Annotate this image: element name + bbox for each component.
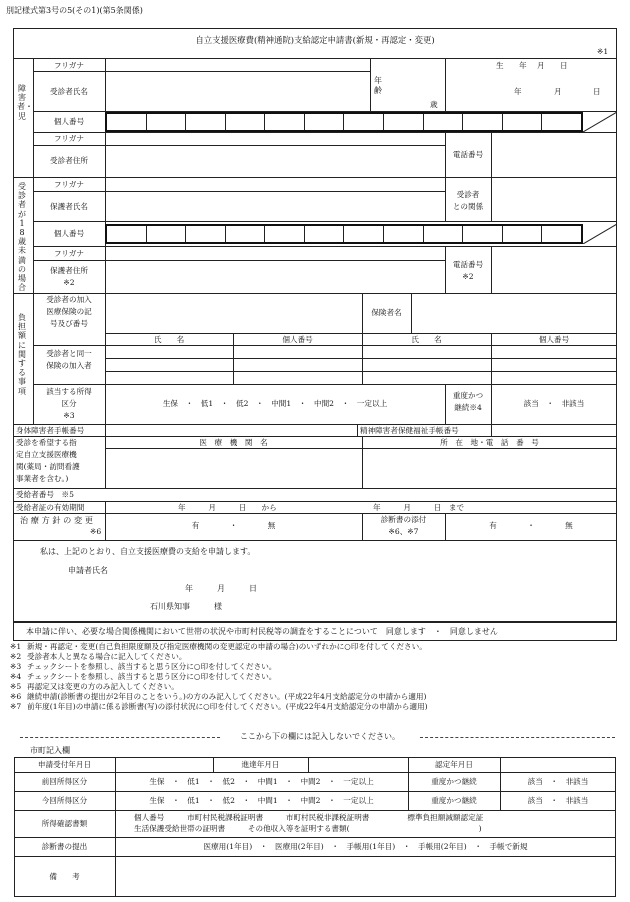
guardian-mynumber-label: 個人番号 bbox=[53, 229, 85, 238]
income-note: ※3 bbox=[63, 411, 75, 420]
form-number: 別記様式第3号の5(その1)(第5条関係) bbox=[6, 6, 143, 15]
same-insurance-label-1: 受診者と同一 bbox=[46, 349, 92, 358]
note-mark: ※4 bbox=[10, 672, 22, 681]
note-text: 前年度(1年目)の申請に係る診断書(写)の添付状況に○印を付してください。(平成22年4月支給認定分の申請から適用) bbox=[27, 702, 428, 711]
remarks-label: 備 考 bbox=[49, 872, 80, 881]
severe-options[interactable]: 該当 ・ 非該当 bbox=[523, 399, 585, 408]
guardian-relation-label-1: 受診者 bbox=[456, 190, 480, 199]
same-insurance-col-mynumber-2: 個人番号 bbox=[538, 335, 570, 344]
insurance-label-1: 受診者の加入 bbox=[46, 295, 92, 304]
patient-mynumber-label: 個人番号 bbox=[53, 117, 85, 126]
divider-text: ここから下の欄には記入しないでください。 bbox=[240, 732, 400, 741]
same-insurance-col-name: 氏 名 bbox=[153, 335, 185, 344]
curr-income-label: 今回所得区分 bbox=[41, 796, 88, 805]
progress-date-label: 進達年月日 bbox=[241, 760, 280, 769]
guardian-furigana2-label: フリガナ bbox=[54, 249, 84, 258]
note-mark: ※6 bbox=[10, 692, 22, 701]
institution-address-header: 所 在 地・電 話 番 号 bbox=[440, 438, 539, 447]
same-insurance-col-name-2: 氏 名 bbox=[411, 335, 442, 344]
declaration-text: 私は、上記のとおり、自立支援医療費の支給を申請します。 bbox=[40, 547, 256, 556]
note-text: チェックシートを参照し、該当すると思う区分に○印を付してください。 bbox=[27, 662, 277, 671]
guardian-section-label: 受診者が18歳未満の場合 bbox=[18, 182, 26, 293]
birth-day-unit: 日 bbox=[593, 87, 601, 96]
consent-statement[interactable]: 本申請に伴い、必要な場合関係機関において世帯の状況や市町村民税等の調査をすることについて 同意します ・ 同意しません bbox=[26, 627, 498, 636]
note-text: 継続申請(診断書の提出が2年目のことをいう。)の方のみ記入してください。(平成22年4月支給認定分の申請から適用) bbox=[27, 692, 427, 701]
note-mark: ※7 bbox=[10, 702, 22, 711]
same-insurance-label-2: 保険の加入者 bbox=[46, 361, 92, 370]
patient-furigana-label: フリガナ bbox=[54, 61, 84, 70]
guardian-address-label: 保護者住所 bbox=[50, 266, 88, 275]
birth-month-label: 月 bbox=[537, 61, 545, 70]
note-text: チェックシートを参照し、該当すると思う区分に○印を付してください。 bbox=[27, 672, 277, 681]
validity-label: 受給者証の有効期間 bbox=[16, 503, 85, 512]
severe-label-2: 継続※4 bbox=[454, 403, 482, 412]
insurer-name-label: 保険者名 bbox=[371, 308, 402, 317]
prev-income-options: 生保 ・ 低1 ・ 低2 ・ 中間1 ・ 中間2 ・ 一定以上 bbox=[149, 777, 374, 786]
applicant-name-label: 申請者氏名 bbox=[68, 566, 108, 575]
diag-attach-options[interactable]: 有 ・ 無 bbox=[489, 521, 573, 530]
received-date-label: 申請受付年月日 bbox=[37, 760, 92, 769]
designated-label-1: 受診を希望する指 bbox=[16, 438, 77, 447]
institution-name-header: 医 療 機 関 名 bbox=[199, 438, 268, 447]
designated-label-3: 関(薬局・訪問看護 bbox=[16, 462, 80, 471]
patient-mynumber-slash bbox=[583, 112, 617, 132]
guardian-name-label: 保護者氏名 bbox=[50, 202, 88, 211]
diag-submit-label: 診断書の提出 bbox=[41, 842, 88, 851]
age-unit: 歳 bbox=[430, 100, 438, 109]
birth-month-unit: 月 bbox=[554, 87, 562, 96]
guardian-furigana-label: フリガナ bbox=[54, 180, 84, 189]
divider-line-left bbox=[20, 737, 220, 738]
note-mark: ※3 bbox=[10, 662, 22, 671]
insurance-label-3: 号及び番号 bbox=[50, 319, 88, 328]
designated-label-2: 定自立支援医療機 bbox=[16, 450, 77, 459]
policy-change-note: ※6 bbox=[90, 527, 102, 536]
physical-handbook-label: 身体障害者手帳番号 bbox=[16, 426, 85, 435]
burden-section-label: 負担額に関する事項 bbox=[18, 313, 26, 396]
designated-label-4: 事業者を含む。) bbox=[16, 474, 69, 483]
patient-furigana2-label: フリガナ bbox=[54, 134, 84, 143]
guardian-mynumber-boxes[interactable] bbox=[105, 224, 583, 244]
age-label: 年齢 bbox=[374, 76, 382, 95]
patient-mynumber-boxes[interactable] bbox=[105, 112, 583, 132]
declaration-date: 年 月 日 bbox=[185, 584, 257, 593]
patient-phone-label: 電話番号 bbox=[452, 150, 484, 159]
insurance-label-2: 医療保険の記 bbox=[46, 307, 92, 316]
guardian-mynumber-slash bbox=[583, 224, 617, 244]
birth-label: 生 bbox=[496, 61, 504, 70]
diag-attach-label-2: ※6、※7 bbox=[388, 527, 419, 536]
policy-change-options[interactable]: 有 ・ 無 bbox=[191, 521, 276, 530]
guardian-address-note: ※2 bbox=[63, 278, 75, 287]
diag-submit-options: 医療用(1年目) ・ 医療用(2年目) ・ 手帳用(1年目) ・ 手帳用(2年目) ・ 手帳で新規 bbox=[203, 842, 528, 851]
note-text: 受診者本人と異なる場合に記入してください。 bbox=[27, 652, 187, 661]
governor-label: 石川県知事 様 bbox=[150, 602, 222, 611]
income-docs-label: 所得確認書類 bbox=[41, 819, 88, 828]
income-docs-line-1: 個人番号 市町村民税課税証明書 市町村民税非課税証明書 標準負担額減額認定証 bbox=[134, 813, 484, 822]
guardian-relation-label-2: との関係 bbox=[452, 202, 484, 211]
prev-severe-label: 重度かつ継続 bbox=[431, 777, 477, 786]
city-section-heading: 市町記入欄 bbox=[30, 746, 70, 755]
note-text: 新規・再認定・変更(自己負担限度額及び指定医療機関の変更認定の申請の場合)のいずれかに○印を付してください。 bbox=[27, 642, 427, 651]
note-mark: ※2 bbox=[10, 652, 22, 661]
divider-line-right bbox=[420, 737, 615, 738]
birth-year-unit: 年 bbox=[514, 87, 522, 96]
guardian-phone-note: ※2 bbox=[462, 272, 474, 281]
prev-income-label: 前回所得区分 bbox=[41, 777, 88, 786]
note-mark: ※1 bbox=[10, 642, 22, 651]
prev-severe-options: 該当 ・ 非該当 bbox=[527, 777, 589, 786]
form-title: 自立支援医療費(精神通院)支給認定申請書(新規・再認定・変更) bbox=[195, 35, 435, 45]
patient-section-label: 障害者・児 bbox=[17, 84, 33, 121]
patient-address-label: 受診者住所 bbox=[50, 156, 88, 165]
note-mark: ※5 bbox=[10, 682, 22, 691]
validity-to: 年 月 日 まで bbox=[373, 503, 465, 512]
income-label-1: 該当する所得 bbox=[46, 387, 92, 396]
birth-year-label: 年 bbox=[519, 61, 527, 70]
policy-change-label: 治 療 方 針 の 変 更 bbox=[20, 515, 93, 525]
income-options[interactable]: 生保 ・ 低1 ・ 低2 ・ 中間1 ・ 中間2 ・ 一定以上 bbox=[162, 399, 388, 408]
patient-name-label: 受診者氏名 bbox=[50, 87, 88, 96]
validity-from: 年 月 日 から bbox=[178, 503, 277, 512]
income-docs-line-2: 生活保護受給世帯の証明書 その他収入等を証明する書類( ) bbox=[134, 824, 482, 833]
severe-label-1: 重度かつ bbox=[452, 391, 484, 400]
guardian-phone-label: 電話番号 bbox=[452, 260, 484, 269]
income-label-2: 区分 bbox=[61, 399, 77, 408]
same-insurance-col-mynumber: 個人番号 bbox=[282, 335, 313, 344]
recipient-number-label: 受給者番号 ※5 bbox=[16, 490, 74, 499]
birth-day-label: 日 bbox=[560, 61, 568, 70]
diag-attach-label-1: 診断書の添付 bbox=[380, 515, 427, 524]
note-text: 再認定又は変更の方のみ記入してください。 bbox=[27, 682, 179, 691]
mental-handbook-label: 精神障害者保健福祉手帳番号 bbox=[360, 426, 459, 435]
curr-income-options: 生保 ・ 低1 ・ 低2 ・ 中間1 ・ 中間2 ・ 一定以上 bbox=[149, 796, 374, 805]
curr-severe-label: 重度かつ継続 bbox=[431, 796, 477, 805]
curr-severe-options: 該当 ・ 非該当 bbox=[527, 796, 589, 805]
note-1-mark: ※1 bbox=[597, 47, 609, 56]
approved-date-label: 認定年月日 bbox=[435, 760, 473, 769]
